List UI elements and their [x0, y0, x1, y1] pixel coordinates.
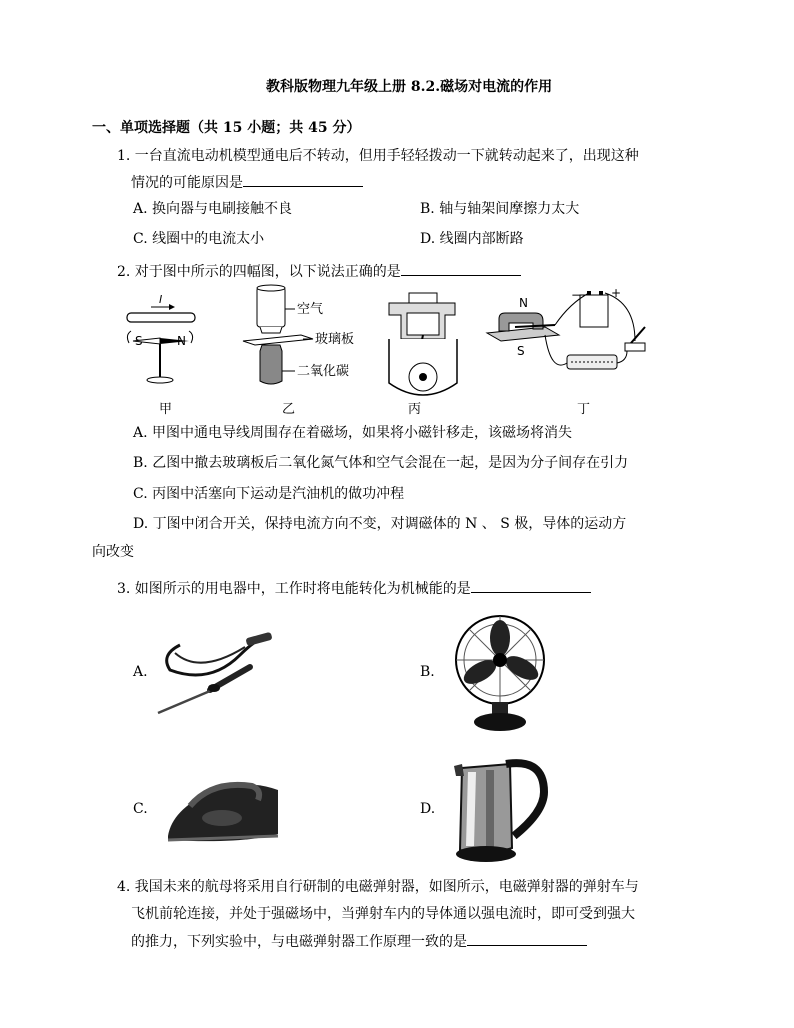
q2-option-c[interactable]: C. 丙图中活塞向下运动是汽油机的做功冲程 — [133, 486, 405, 502]
glass-label: 玻璃板 — [315, 332, 355, 347]
figure-jia-compass — [127, 293, 195, 383]
q3-option-a[interactable]: A. — [133, 664, 148, 680]
q4-line1: 4. 我国未来的航母将采用自行研制的电磁弹射器，如图所示，电磁弹射器的弹射车与 — [117, 879, 639, 895]
q1-stem-line2 — [131, 172, 363, 193]
q1-option-d[interactable]: D. 线圈内部断路 — [420, 231, 524, 247]
co2-label: 二氧化碳 — [297, 364, 350, 379]
q1-stem-line1: 1. 一台直流电动机模型通电后不转动，但用手轻轻拨动一下就转动起来了，出现这种 — [117, 148, 639, 164]
q2-stem-text: 2. 对于图中所示的四幅图，以下说法正确的是 — [117, 264, 401, 280]
q3-option-d[interactable]: D. — [420, 801, 436, 817]
q2-answer-blank[interactable] — [401, 261, 521, 276]
q1-option-b[interactable]: B. 轴与轴架间摩擦力太大 — [420, 201, 580, 217]
q2-figure — [115, 283, 650, 423]
q3-stem-text: 3. 如图所示的用电器中，工作时将电能转化为机械能的是 — [117, 581, 471, 597]
page-title: 教科版物理九年级上册 8.2.磁场对电流的作用 — [266, 79, 553, 95]
section-header: 一、单项选择题（共 15 小题；共 45 分） — [92, 120, 361, 136]
magnet-s-label: S — [517, 344, 525, 358]
battery-plus-label: + — [611, 286, 622, 300]
battery-minus-label: − — [571, 288, 582, 302]
electric-fan-image — [452, 610, 552, 735]
q1-option-a[interactable]: A. 换向器与电刷接触不良 — [133, 201, 293, 217]
air-label: 空气 — [297, 302, 324, 317]
q2-stem — [117, 261, 521, 282]
figure-yi-diffusion — [243, 285, 354, 384]
q1-stem-text: 情况的可能原因是 — [131, 175, 243, 191]
q3-stem — [117, 578, 591, 599]
caption-yi: 乙 — [282, 402, 296, 417]
electric-kettle-image — [448, 752, 550, 864]
magnet-n-label: N — [519, 296, 528, 310]
caption-ding: 丁 — [577, 402, 591, 417]
q1-option-c[interactable]: C. 线圈中的电流太小 — [133, 231, 265, 247]
caption-jia: 甲 — [159, 402, 173, 417]
q4-line2: 飞机前轮连接，并处于强磁场中，当弹射车内的导体通以强电流时，即可受到强大 — [131, 906, 635, 922]
q3-option-c[interactable]: C. — [133, 801, 148, 817]
q2-option-d[interactable]: D. 丁图中闭合开关，保持电流方向不变，对调磁体的 N 、 S 极，导体的运动方 — [133, 516, 627, 532]
q1-answer-blank[interactable] — [243, 172, 363, 187]
caption-bing: 丙 — [408, 402, 422, 417]
figure-ding-motor — [487, 286, 645, 369]
q2-option-b[interactable]: B. 乙图中撤去玻璃板后二氧化氮气体和空气会混在一起，是因为分子间存在引力 — [133, 455, 629, 471]
figure-bing-engine — [389, 293, 457, 395]
soldering-iron-image — [150, 625, 280, 720]
q4-line3 — [131, 931, 587, 952]
q4-answer-blank[interactable] — [467, 931, 587, 946]
q3-option-b[interactable]: B. — [420, 664, 435, 680]
q2-option-d-cont: 向改变 — [92, 544, 134, 560]
q3-answer-blank[interactable] — [471, 578, 591, 593]
q4-line3-text: 的推力，下列实验中，与电磁弹射器工作原理一致的是 — [131, 934, 467, 950]
electric-iron-image — [162, 770, 284, 852]
current-label: I — [159, 293, 163, 306]
q2-option-a[interactable]: A. 甲图中通电导线周围存在着磁场，如果将小磁针移走，该磁场将消失 — [133, 425, 573, 441]
